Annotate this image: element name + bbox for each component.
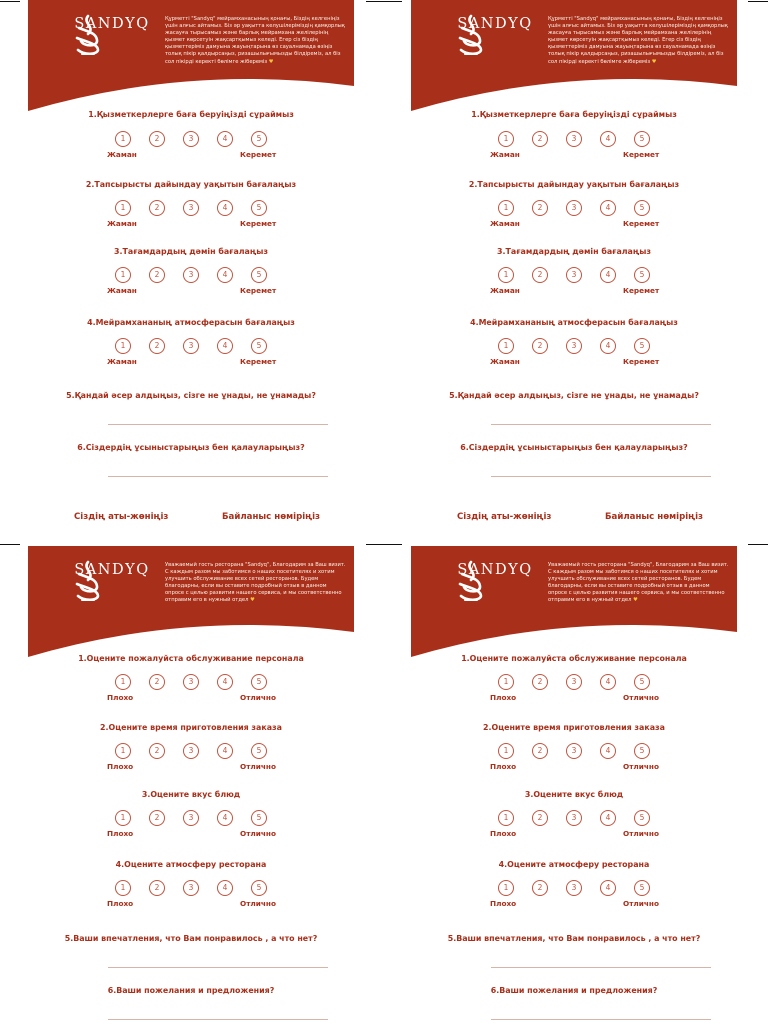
answer-line-5[interactable] [491,967,711,968]
scale-low-label: Плохо [490,829,517,838]
rating-option[interactable]: 4 [217,880,233,896]
answer-line-6[interactable] [491,1019,711,1020]
question-5: 5.Қандай әсер алдыңыз, сізге не ұнады, не ұнамады? [449,391,699,400]
crop-mark [0,1,20,2]
rating-option[interactable]: 5 [251,810,267,826]
rating-option[interactable]: 1 [498,674,514,690]
name-label: Сіздің аты-жөніңіз [74,512,169,522]
rating-option[interactable]: 4 [600,674,616,690]
rating-option[interactable]: 5 [634,267,650,283]
scale-high-label: Керемет [240,286,277,295]
scale-high-label: Керемет [240,219,277,228]
rating-option[interactable]: 2 [532,810,548,826]
scale-high-label: Отлично [623,829,659,838]
rating-option[interactable]: 1 [498,267,514,283]
rating-option[interactable]: 4 [600,810,616,826]
rating-option[interactable]: 3 [566,810,582,826]
heart-icon: ♥ [250,597,255,604]
crop-mark [748,1,768,2]
logo-flame-icon [455,560,487,602]
intro-text: Құрметті "Sandyq" мейрамханасының қонағы, Біздің келгеніңіз үшін алғыс айтамыз. Біз әр уақытта келушілеріміздің қамқорлық жасауға тырысамыз және барлық мейрамхана желілерінің қызмет көрсетуін жақсартқымыз келеді. Егер сіз біздің қызметтеріміз дамуына жауыңтарына өз сауалнамада өзіңіз толық пікір қалдырсаңыз, ризашылығымызды білдіреміз, ал біз сол пікірді керекті бөлімге жібереміз ♥ [548,16,728,65]
logo-flame-icon [72,14,104,56]
rating-option[interactable]: 5 [251,880,267,896]
rating-option[interactable]: 3 [183,131,199,147]
rating-scale-4 [28,880,354,916]
rating-option[interactable]: 4 [600,267,616,283]
rating-option[interactable]: 3 [566,267,582,283]
scale-low-label: Жаман [490,150,520,159]
survey-card-kz [28,0,354,497]
card-header [28,546,354,658]
rating-scale-2 [28,743,354,779]
rating-option[interactable]: 5 [251,267,267,283]
rating-option[interactable]: 1 [115,810,131,826]
logo-flame-icon [72,560,104,602]
scale-high-label: Керемет [623,219,660,228]
scale-low-label: Жаман [490,286,520,295]
rating-option[interactable]: 2 [149,743,165,759]
rating-option[interactable]: 1 [498,338,514,354]
logo-wordmark: SANDYQ [74,16,150,32]
crop-mark [366,544,402,545]
rating-option[interactable]: 2 [149,200,165,216]
logo [72,560,152,578]
question-2: 2.Тапсырысты дайындау уақытын бағалаңыз [85,180,297,189]
rating-option[interactable]: 2 [532,880,548,896]
answer-line-5[interactable] [491,424,711,425]
question-1: 1.Оцените пожалуйста обслуживание персонала [461,654,687,663]
rating-option[interactable]: 4 [600,338,616,354]
rating-option[interactable]: 4 [600,880,616,896]
question-3: 3.Тағамдардың дәмін бағалаңыз [114,247,268,256]
scale-high-label: Отлично [623,899,659,908]
rating-option[interactable]: 5 [634,810,650,826]
question-4: 4.Мейрамхананың атмосферасын бағалаңыз [470,318,678,327]
crop-mark [0,544,20,545]
logo [72,14,152,32]
rating-option[interactable]: 3 [566,674,582,690]
rating-option[interactable]: 5 [634,880,650,896]
scale-high-label: Отлично [623,693,659,702]
rating-option[interactable]: 3 [566,338,582,354]
rating-option[interactable]: 3 [183,674,199,690]
card-header [411,546,737,658]
rating-scale-2 [28,200,354,236]
rating-option[interactable]: 3 [183,743,199,759]
heart-icon: ♥ [268,58,274,65]
rating-option[interactable]: 5 [634,338,650,354]
question-4: 4.Мейрамхананың атмосферасын бағалаңыз [87,318,295,327]
name-label: Сіздің аты-жөніңіз [457,512,552,522]
rating-scale-1 [28,131,354,167]
scale-low-label: Плохо [107,829,134,838]
rating-option[interactable]: 1 [498,131,514,147]
answer-line-6[interactable] [491,476,711,477]
rating-option[interactable]: 5 [634,674,650,690]
intro-text: Уважаемый гость ресторана "Sandyq", Благодарим за Ваш визит. С каждым разом мы заботимся о наших посетителях и хотим улучшить обслуживание всех сетей ресторанов. Будем благодарны, если вы оставите подробный отзыв в данном опросе с целью развития нашего сервиса, и мы соответственно отправим его в нужный отдел ♥ [548,562,729,604]
rating-scale-4 [411,338,737,374]
rating-option[interactable]: 1 [115,743,131,759]
rating-scale-3 [28,810,354,846]
logo [455,560,535,578]
answer-line-6[interactable] [108,1019,328,1020]
crop-mark [748,544,768,545]
question-1: 1.Қызметкерлерге баға беруіңізді сұраймыз [471,110,677,119]
survey-card-kz-copy [411,0,737,497]
rating-option[interactable]: 4 [217,267,233,283]
question-4: 4.Оцените атмосферу ресторана [498,860,650,869]
rating-option[interactable]: 2 [532,200,548,216]
rating-option[interactable]: 4 [217,338,233,354]
rating-scale-2 [411,200,737,236]
rating-option[interactable]: 1 [498,880,514,896]
question-6: 6.Сіздердің ұсыныстарыңыз бен қалауларыңыз? [460,443,688,452]
rating-option[interactable]: 2 [149,810,165,826]
question-5: 5.Қандай әсер алдыңыз, сізге не ұнады, не ұнамады? [66,391,316,400]
rating-option[interactable]: 4 [217,810,233,826]
rating-scale-2 [411,743,737,779]
rating-option[interactable]: 2 [149,880,165,896]
scale-low-label: Жаман [107,150,137,159]
card-header [411,0,737,112]
scale-low-label: Жаман [107,286,137,295]
rating-option[interactable]: 5 [251,338,267,354]
rating-option[interactable]: 3 [566,131,582,147]
question-2: 2.Оцените время приготовления заказа [100,723,282,732]
logo-wordmark: SANDYQ [74,562,150,578]
answer-line-6[interactable] [108,476,328,477]
question-3: 3.Тағамдардың дәмін бағалаңыз [497,247,651,256]
logo-wordmark: SANDYQ [457,16,533,32]
rating-scale-4 [411,880,737,916]
rating-option[interactable]: 2 [532,743,548,759]
rating-option[interactable]: 1 [115,200,131,216]
scale-high-label: Отлично [240,762,276,771]
rating-option[interactable]: 5 [634,743,650,759]
rating-option[interactable]: 1 [115,267,131,283]
scale-low-label: Жаман [107,357,137,366]
rating-option[interactable]: 3 [566,880,582,896]
rating-option[interactable]: 2 [532,338,548,354]
rating-scale-1 [411,131,737,167]
question-1: 1.Қызметкерлерге баға беруіңізді сұраймыз [88,110,294,119]
rating-option[interactable]: 1 [498,743,514,759]
question-1: 1.Оцените пожалуйста обслуживание персонала [78,654,304,663]
rating-option[interactable]: 1 [115,674,131,690]
question-2: 2.Тапсырысты дайындау уақытын бағалаңыз [468,180,680,189]
rating-option[interactable]: 3 [566,200,582,216]
question-3: 3.Оцените вкус блюд [524,790,624,799]
question-5: 5.Ваши впечатления, что Вам понравилось , а что нет? [447,934,701,943]
scale-high-label: Отлично [240,693,276,702]
intro-text: Уважаемый гость ресторана "Sandyq", Благодарим за Ваш визит. С каждым разом мы заботимся о наших посетителях и хотим улучшить обслуживание всех сетей ресторанов. Будем благодарны, если вы оставите подробный отзыв в данном опросе с целью развития нашего сервиса, и мы соответственно отправим его в нужный отдел ♥ [165,562,346,604]
question-6: 6.Сіздердің ұсыныстарыңыз бен қалауларыңыз? [77,443,305,452]
survey-card-ru [28,546,354,1024]
scale-high-label: Отлично [240,899,276,908]
question-6: 6.Ваши пожелания и предложения? [490,986,658,995]
answer-line-5[interactable] [108,424,328,425]
question-5: 5.Ваши впечатления, что Вам понравилось , а что нет? [64,934,318,943]
scale-high-label: Керемет [623,150,660,159]
scale-low-label: Жаман [490,357,520,366]
rating-option[interactable]: 3 [183,267,199,283]
phone-label: Байланыс нөміріңіз [605,512,704,522]
rating-option[interactable]: 5 [251,200,267,216]
rating-option[interactable]: 4 [600,200,616,216]
rating-option[interactable]: 5 [251,674,267,690]
rating-option[interactable]: 3 [566,743,582,759]
rating-option[interactable]: 4 [217,674,233,690]
phone-label: Байланыс нөміріңіз [222,512,321,522]
rating-option[interactable]: 2 [149,131,165,147]
rating-option[interactable]: 3 [183,810,199,826]
rating-option[interactable]: 2 [532,131,548,147]
rating-option[interactable]: 1 [115,131,131,147]
scale-low-label: Плохо [107,899,134,908]
rating-option[interactable]: 2 [149,267,165,283]
question-2: 2.Оцените время приготовления заказа [483,723,665,732]
rating-option[interactable]: 3 [183,880,199,896]
rating-option[interactable]: 2 [149,674,165,690]
rating-scale-3 [28,267,354,303]
rating-scale-3 [411,267,737,303]
question-6: 6.Ваши пожелания и предложения? [107,986,275,995]
rating-option[interactable]: 5 [634,200,650,216]
card-header [28,0,354,112]
rating-option[interactable]: 4 [600,743,616,759]
scale-high-label: Отлично [240,829,276,838]
heart-icon: ♥ [633,597,638,604]
logo-wordmark: SANDYQ [457,562,533,578]
rating-option[interactable]: 1 [498,810,514,826]
rating-option[interactable]: 1 [115,338,131,354]
rating-option[interactable]: 4 [600,131,616,147]
rating-scale-1 [28,674,354,710]
rating-option[interactable]: 2 [532,267,548,283]
heart-icon: ♥ [651,58,657,65]
rating-option[interactable]: 3 [183,338,199,354]
crop-mark [366,1,402,2]
scale-high-label: Керемет [623,286,660,295]
scale-low-label: Плохо [107,693,134,702]
rating-scale-1 [411,674,737,710]
rating-option[interactable]: 4 [217,743,233,759]
rating-option[interactable]: 5 [251,743,267,759]
rating-option[interactable]: 3 [183,200,199,216]
scale-low-label: Жаман [490,219,520,228]
rating-option[interactable]: 4 [217,200,233,216]
scale-high-label: Керемет [240,150,277,159]
rating-option[interactable]: 5 [634,131,650,147]
intro-text: Құрметті "Sandyq" мейрамханасының қонағы, Біздің келгеніңіз үшін алғыс айтамыз. Біз әр уақытта келушілеріміздің қамқорлық жасауға тырысамыз және барлық мейрамхана желілерінің қызмет көрсетуін жақсартқымыз келеді. Егер сіз біздің қызметтеріміз дамуына жауыңтарына өз сауалнамада өзіңіз толық пікір қалдырсаңыз, ризашылығымызды білдіреміз, ал біз сол пікірді керекті бөлімге жібереміз ♥ [165,16,345,65]
scale-low-label: Жаман [107,219,137,228]
rating-option[interactable]: 2 [532,674,548,690]
rating-option[interactable]: 5 [251,131,267,147]
question-4: 4.Оцените атмосферу ресторана [115,860,267,869]
scale-high-label: Отлично [623,762,659,771]
scale-high-label: Керемет [240,357,277,366]
question-3: 3.Оцените вкус блюд [141,790,241,799]
answer-line-5[interactable] [108,967,328,968]
rating-option[interactable]: 2 [149,338,165,354]
scale-low-label: Плохо [490,899,517,908]
scale-low-label: Плохо [107,762,134,771]
scale-low-label: Плохо [490,762,517,771]
rating-scale-4 [28,338,354,374]
scale-low-label: Плохо [490,693,517,702]
rating-option[interactable]: 1 [498,200,514,216]
scale-high-label: Керемет [623,357,660,366]
survey-card-ru-copy [411,546,737,1024]
logo-flame-icon [455,14,487,56]
rating-option[interactable]: 1 [115,880,131,896]
logo [455,14,535,32]
rating-scale-3 [411,810,737,846]
rating-option[interactable]: 4 [217,131,233,147]
